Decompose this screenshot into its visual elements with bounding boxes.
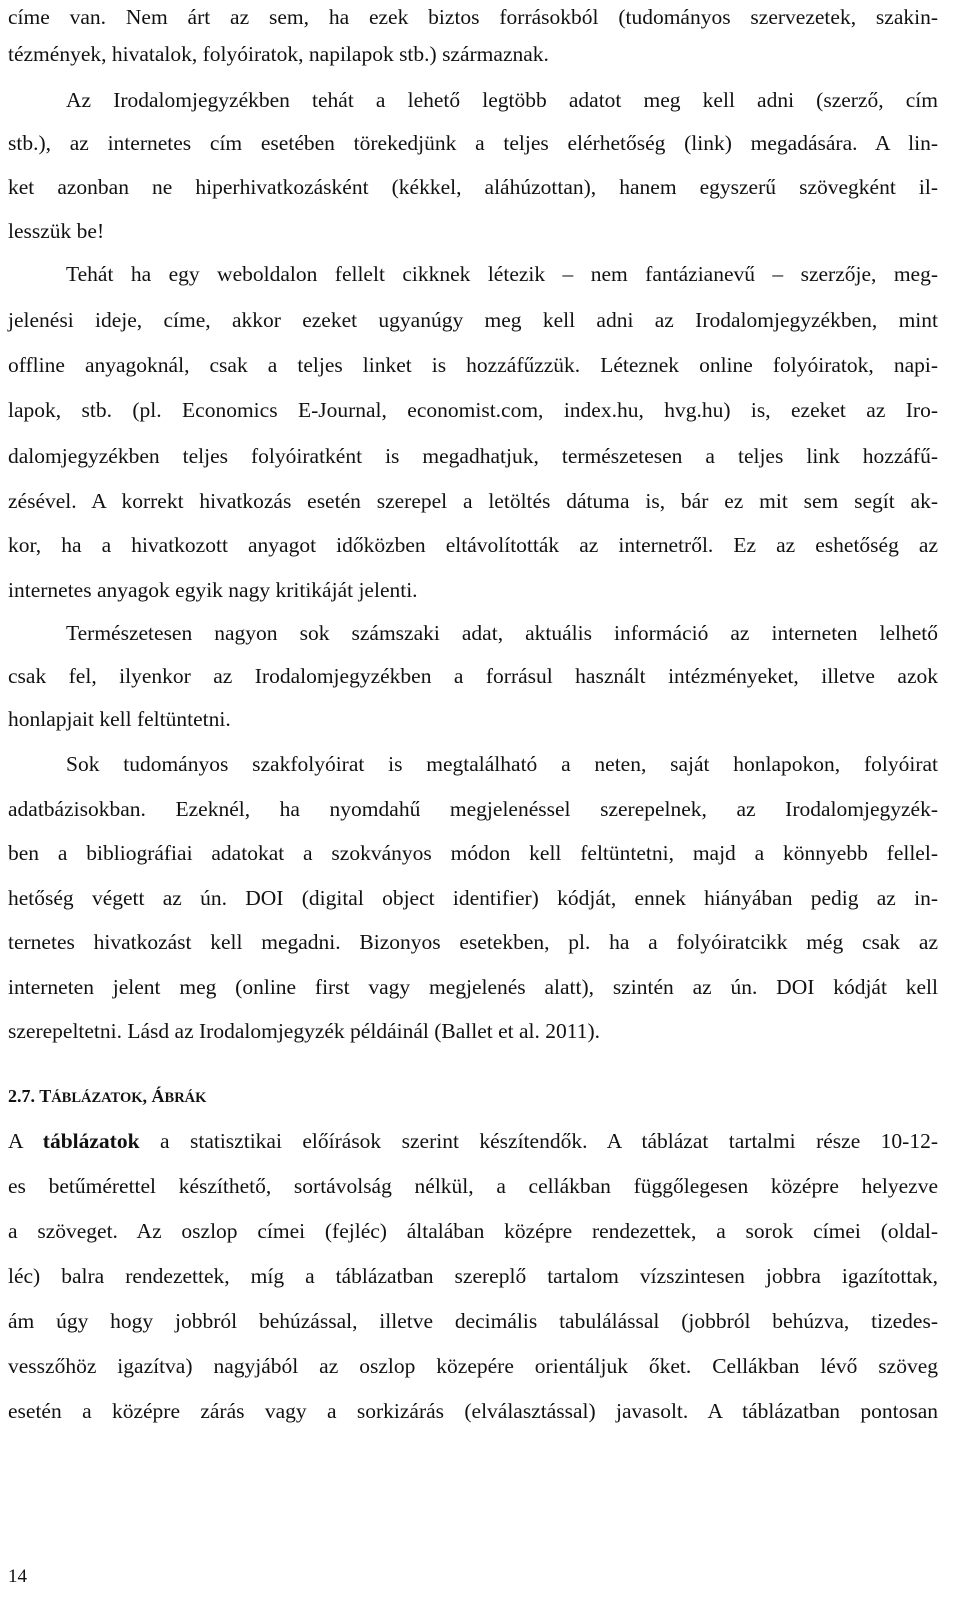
text-line: Az Irodalomjegyzékben tehát a lehető legtöbb adatot meg kell adni (szerző, cím xyxy=(66,88,938,112)
text-line: interneten jelent meg (online first vagy megjelenés alatt), szintén az ún. DOI kódját kell xyxy=(8,975,938,999)
text-line: szerepeltetni. Lásd az Irodalomjegyzék példáinál (Ballet et al. 2011). xyxy=(8,1019,600,1043)
text-line: ben a bibliográfiai adatokat a szokványos módon kell feltüntetni, majd a könnyebb fellel- xyxy=(8,841,938,865)
text-line: ám úgy hogy jobbról behúzással, illetve decimális tabulálással (jobbról behúzva, tizedes- xyxy=(8,1309,938,1333)
text-line: ternetes hivatkozást kell megadni. Bizonyos esetekben, pl. ha a folyóiratcikk még csak az xyxy=(8,930,938,954)
text-line: internetes anyagok egyik nagy kritikáját jelenti. xyxy=(8,578,418,602)
section-number: 2.7. xyxy=(8,1086,35,1106)
text-line: stb.), az internetes cím esetében törekedjünk a teljes elérhetőség (link) megadására. A lin- xyxy=(8,131,938,155)
text-line: csak fel, ilyenkor az Irodalomjegyzékben a forrásul használt intézményeket, illetve azok xyxy=(8,664,938,688)
text-line: esetén a középre zárás vagy a sorkizárás (elválasztással) javasolt. A táblázatban pontosan xyxy=(8,1399,938,1423)
text-line: kor, ha a hivatkozott anyagot időközben eltávolították az internetről. Ez az eshetőség az xyxy=(8,533,938,557)
text-line: Tehát ha egy weboldalon fellelt cikknek létezik – nem fantázianevű – szerzője, meg- xyxy=(66,262,938,286)
text-line: címe van. Nem árt az sem, ha ezek biztos forrásokból (tudományos szervezetek, szakin- xyxy=(8,5,938,29)
text-line: Természetesen nagyon sok számszaki adat, aktuális információ az interneten lelhető xyxy=(66,621,938,645)
bold-term: táblázatok xyxy=(42,1129,140,1153)
text-line: offline anyagoknál, csak a teljes linket is hozzáfűzzük. Léteznek online folyóiratok, napi- xyxy=(8,353,938,377)
text-line: A táblázatok a statisztikai előírások szerint készítendők. A táblázat tartalmi része 10-12- xyxy=(8,1129,939,1153)
text-line: honlapjait kell feltüntetni. xyxy=(8,707,231,731)
text-line: dalomjegyzékben teljes folyóiratként is megadhatjuk, természetesen a teljes link hozzáfű- xyxy=(8,444,938,468)
text-line: tézmények, hivatalok, folyóiratok, napilapok stb.) származnak. xyxy=(8,42,549,66)
text-line: lapok, stb. (pl. Economics E-Journal, economist.com, index.hu, hvg.hu) is, ezeket az Iro- xyxy=(8,398,938,422)
text-line: ket azonban ne hiperhivatkozásként (kékkel, aláhúzottan), hanem egyszerű szövegként il- xyxy=(8,175,938,199)
text-line: jelenési ideje, címe, akkor ezeket ugyanúgy meg kell adni az Irodalomjegyzékben, mint xyxy=(8,308,938,332)
text-line: adatbázisokban. Ezeknél, ha nyomdahű megjelenéssel szerepelnek, az Irodalomjegyzék- xyxy=(8,797,938,821)
text-line: es betűmérettel készíthető, sortávolság nélkül, a cellákban függőlegesen középre helyezve xyxy=(8,1174,938,1198)
text-line: léc) balra rendezettek, míg a táblázatban szereplő tartalom vízszintesen jobbra igazítottak, xyxy=(8,1264,938,1288)
text-line: Sok tudományos szakfolyóirat is megtalálható a neten, saját honlapokon, folyóirat xyxy=(66,752,938,776)
page-number: 14 xyxy=(8,1566,27,1587)
section-heading: 2.7. TÁBLÁZATOK, ÁBRÁK xyxy=(8,1086,207,1106)
text-line: hetőség végett az ún. DOI (digital object identifier) kódját, ennek hiányában pedig az in- xyxy=(8,886,938,910)
text-line: a szöveget. Az oszlop címei (fejléc) általában középre rendezettek, a sorok címei (oldal- xyxy=(8,1219,938,1243)
text-line: lesszük be! xyxy=(8,219,105,243)
text-line: vesszőhöz igazítva) nagyjából az oszlop közepére orientáljuk őket. Cellákban lévő szöveg xyxy=(8,1354,938,1378)
text-line: zésével. A korrekt hivatkozás esetén szerepel a letöltés dátuma is, bár ez mit sem segít ak- xyxy=(8,489,938,513)
